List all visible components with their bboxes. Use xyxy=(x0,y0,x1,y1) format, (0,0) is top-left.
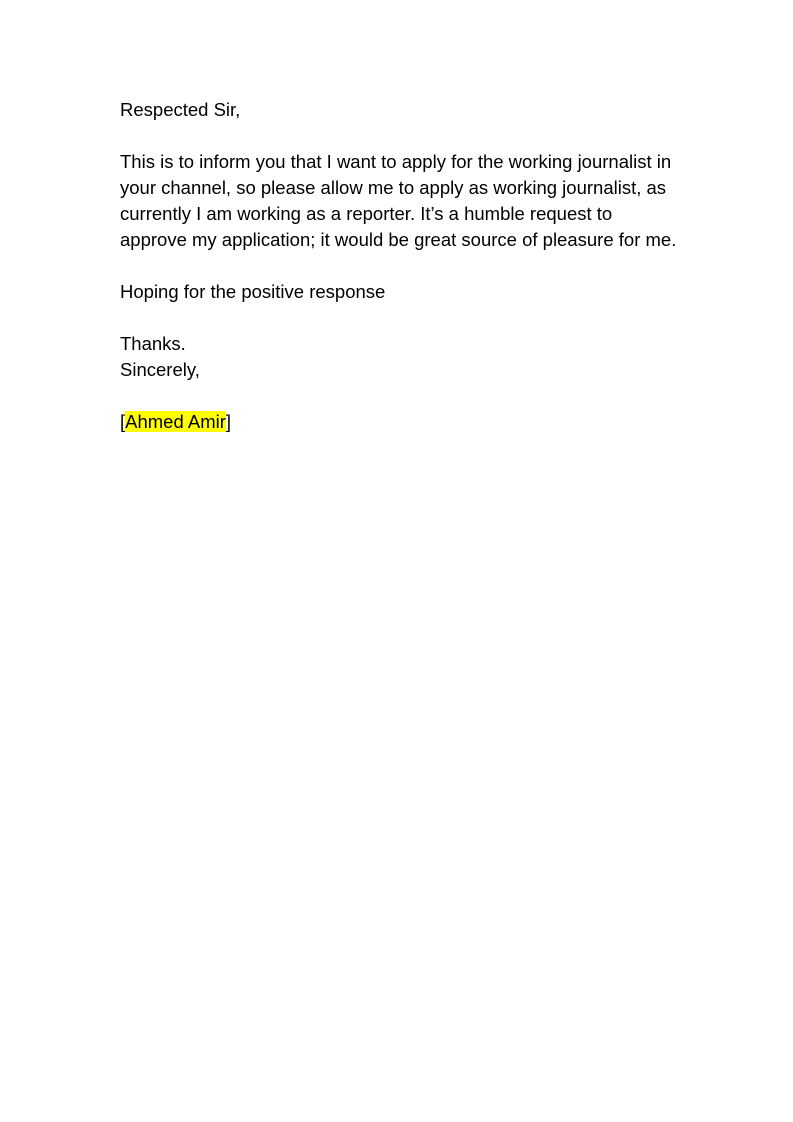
signature-name: Ahmed Amir xyxy=(125,411,226,432)
signature-open-bracket: [ xyxy=(120,411,126,432)
closing-line: Hoping for the positive response xyxy=(120,281,386,302)
signature-close-bracket: ] xyxy=(225,411,232,432)
letter-body xyxy=(120,97,680,435)
paragraph-spacer xyxy=(120,123,680,149)
paragraph-spacer xyxy=(120,253,680,279)
thanks-line: Thanks. xyxy=(120,333,186,354)
signature-line xyxy=(120,409,680,435)
sign-off: Sincerely, xyxy=(120,359,200,380)
paragraph-spacer xyxy=(120,383,680,409)
paragraph-spacer xyxy=(120,305,680,331)
salutation: Respected Sir, xyxy=(120,99,241,120)
body-paragraph: This is to inform you that I want to apply for the working journalist in your channel, so please allow me to apply as working journalist, as currently I am working as a reporter. It’s a humble request to approve my application; it would be great source of pleasure for me. xyxy=(120,151,677,250)
